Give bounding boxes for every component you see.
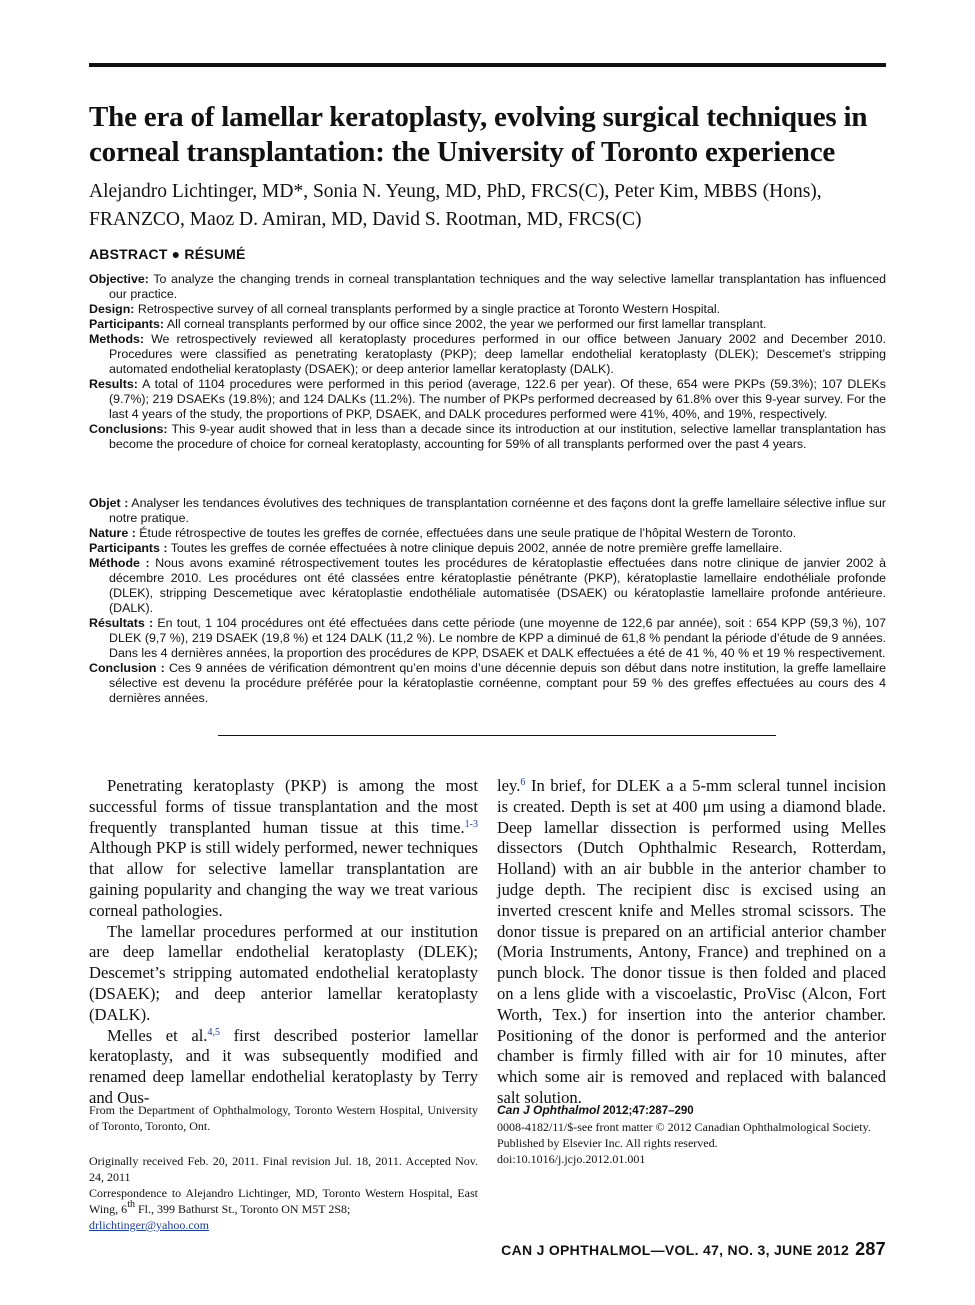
affiliation-note: From the Department of Ophthalmology, Toronto Western Hospital, University of Toronto, Toronto, Ont. [89, 1103, 478, 1133]
abstract-fr-resultats: Résultats : En tout, 1 104 procédures ont été effectuées dans cette période (une moyenne de 122,6 par année), soit : 654 KPP (59,3 %), 107 DLEK (9,7 %), 219 DSAEK (19,8 %) et 124 DALK (11,2 %). Le nombre de KPP a diminué de 61,8 % pendant la période d’étude de 9 années. Dans les 4 dernières années, la proportion des procédures de KPP, DSAEK et DALK effectuées a été de 41 %, 40 % et 19 % respectivement. [89, 616, 886, 660]
body-paragraph: Melles et al.$^{4,5}$ first described posterior lamellar keratoplasty, and it was subsequently modified and renamed deep lamellar endothelial keratoplasty by Terry and Ous- [89, 1025, 479, 1107]
article-title: The era of lamellar keratoplasty, evolving surgical techniques in corneal transplantation: the University of Toronto experience [89, 101, 868, 168]
running-footer [501, 1239, 886, 1260]
citation-link[interactable]: 6 [520, 777, 526, 788]
body-paragraph: The lamellar procedures performed at our institution are deep lamellar endothelial keratoplasty (DLEK); Descemet’s stripping automated endothelial keratoplasty (DSAEK); and deep anterior lamellar keratoplasty (DALK). [89, 921, 478, 1024]
abstract-en-objective: Objective: To analyze the changing trends in corneal transplantation techniques and the way selective lamellar transplantation has influenced our practice. [89, 272, 886, 301]
abstract-heading: ABSTRACT ● RÉSUMÉ [89, 246, 246, 262]
abstract-fr-methode: Méthode : Nous avons examiné rétrospectivement toutes les procédures de kératoplastie effectuées dans notre clinique de janvier 2002 à décembre 2010. Les procédures ont été classées entre kératoplastie pénétrante (PKP), kératoplastie lamellaire endothéliale profonde (DLEK), stripping Descemetique avec kératoplastie endothéliale automatisée (DSAEK) ou kératoplastie lamellaire profonde antérieure. (DALK). [89, 556, 886, 615]
received-note: Originally received Feb. 20, 2011. Final revision Jul. 18, 2011. Accepted Nov. 24, 2011 [89, 1154, 478, 1184]
email-link[interactable]: drlichtinger@yahoo.com [89, 1218, 210, 1232]
copyright-note: 0008-4182/11/$-see front matter © 2012 Canadian Ophthalmological Society. Published by Elsevier Inc. All rights reserved. [497, 1120, 871, 1150]
email-line [89, 1217, 478, 1233]
abstract-en-methods: Methods: We retrospectively reviewed all keratoplasty procedures performed in our office between January 2002 and December 2010. Procedures were classified as penetrating keratoplasty (PKP); deep lamellar endothelial keratoplasty (DLEK); Descemet’s stripping automated endothelial keratoplasty (DSAEK); or deep anterior lamellar keratoplasty (DALK). [89, 332, 886, 376]
page-number: 287 [855, 1239, 886, 1259]
abstract-fr-objet: Objet : Analyser les tendances évolutives des techniques de transplantation cornéenne et des façons dont la greffe lamellaire sélective influe sur notre pratique. [89, 496, 886, 525]
citation-line: Can J Ophthalmol 2012;47:287–290 [497, 1103, 694, 1117]
abstract-fr-conclusion: Conclusion : Ces 9 années de vérification démontrent qu’en moins d’une décennie depuis son début dans notre institution, la greffe lamellaire sélective est devenu la procédure préférée pour la kératoplastie cornéenne, comptant pour 59 % des greffes effectuées au cours des 4 dernières années. [89, 661, 886, 705]
top-rule [89, 63, 886, 67]
citation-link[interactable]: 1-3 [464, 818, 478, 830]
abstract-en-conclusions: Conclusions: This 9-year audit showed that in less than a decade since its introduction at our institution, selective lamellar transplantation has become the procedure of choice for corneal keratoplasty, accounting for 59% of all transplants performed over the past 4 years. [89, 422, 886, 451]
correspondence-note: Correspondence to Alejandro Lichtinger, MD, Toronto Western Hospital, East Wing, 6th Fl., 399 Bathurst St., Toronto ON M5T 2S8; [89, 1186, 478, 1216]
journal-issue: CAN J OPHTHALMOL—VOL. 47, NO. 3, JUNE 2012 [501, 1242, 850, 1258]
abstract-fr-participants: Participants : Toutes les greffes de cornée effectuées à notre clinique depuis 2002, année de notre première greffe lamellaire. [89, 541, 783, 555]
footnotes-right [497, 1102, 886, 1167]
abstract-en-design: Design: Retrospective survey of all corneal transplants performed by a single practice at Toronto Western Hospital. [89, 302, 721, 316]
abstract-en-results: Results: A total of 1104 procedures were performed in this period (average, 122.6 per year). Of these, 654 were PKPs (59.3%); 107 DLEKs (9.7%); 219 DSAEKs (19.8%); and 124 DALKs (11.2%). The number of PKPs performed decreased by 61.8% over this 9-year survey. For the last 4 years of the study, the proportions of PKP, DSAEK, and DALK procedures performed were 41%, 40%, and 19%, respectively. [89, 377, 886, 421]
author-list: Alejandro Lichtinger, MD*, Sonia N. Yeung, MD, PhD, FRCS(C), Peter Kim, MBBS (Hons), FRANZCO, Maoz D. Amiran, MD, David S. Rootman, MD, FRCS(C) [89, 181, 822, 230]
body-paragraph: Penetrating keratoplasty (PKP) is among the most successful forms of tissue transplantation and the most frequently transplanted human tissue at this time.$^{1-3}$ Although PKP is still widely performed, newer techniques that allow for selective lamellar transplantation are gaining popularity and changing the way we treat various corneal pathologies. [89, 776, 478, 920]
body-column-left [89, 776, 478, 1109]
abstract-fr-nature: Nature : Étude rétrospective de toutes les greffes de cornée, effectuées dans une seule pratique de l’hôpital Western de Toronto. [89, 526, 797, 540]
doi-line: doi:10.1016/j.jcjo.2012.01.001 [497, 1152, 646, 1166]
abstract-divider [218, 735, 776, 736]
abstract-french [89, 496, 886, 706]
abstract-english [89, 272, 886, 452]
footnotes-left [89, 1102, 478, 1233]
body-paragraph: ley.$^6$ In brief, for DLEK a a 5-mm scleral tunnel incision is created. Depth is set at 400 μm using a diamond blade. Deep lamellar dissection is performed using Melles dissectors (Dutch Ophthalmic Research, Rotterdam, Holland) with an air bubble in the anterior chamber to judge depth. The recipient disc is excised using an inverted crescent knife and Melles stromal scissors. The donor tissue is prepared on an artificial anterior chamber (Moria Instruments, Antony, France) and trephined on a punch block. The donor tissue is then folded and placed on a lens glide with a viscoelastic, ProVisc (Alcon, Fort Worth, Tex.) for insertion into the anterior chamber. Positioning of the donor is performed and the anterior chamber is firmly filled with air for 10 minutes, after which some air is removed and replaced with balanced salt solution. [497, 776, 886, 1107]
abstract-en-participants: Participants: All corneal transplants performed by our office since 2002, the year we performed our first lamellar transplant. [89, 317, 767, 331]
body-column-right [497, 776, 886, 1109]
citation-link[interactable]: 4,5 [207, 1026, 220, 1038]
